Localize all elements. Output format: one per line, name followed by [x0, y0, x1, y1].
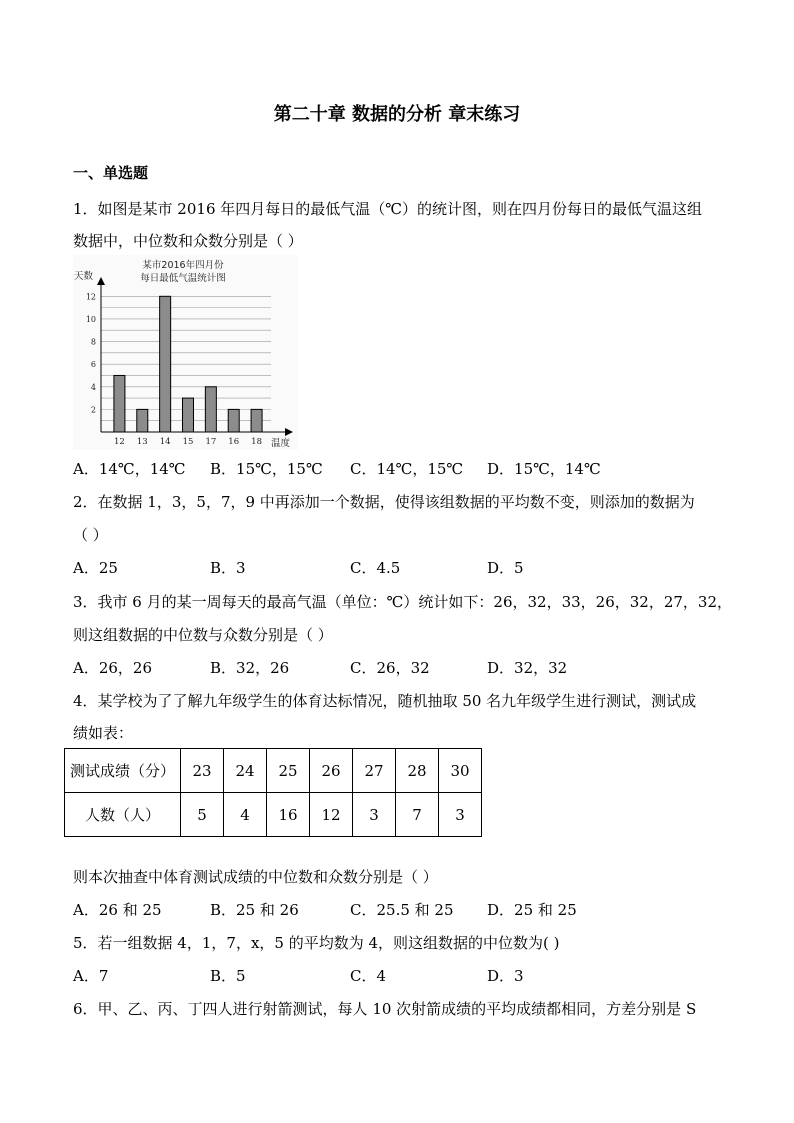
q4-option-c[interactable]: C．25.5 和 25	[350, 901, 454, 919]
q4-text-line1: 4．某学校为了了解九年级学生的体育达标情况，随机抽取 50 名九年级学生进行测试，测试成	[73, 692, 697, 710]
chart-y-tick-label: 4	[90, 382, 96, 392]
table-cell: 25	[267, 749, 310, 793]
q3-option-b[interactable]: B．32，26	[210, 659, 290, 677]
chart-bar	[137, 409, 148, 432]
q5-option-a[interactable]: A．7	[73, 967, 109, 985]
q1-text-line1: 1．如图是某市 2016 年四月每日的最低气温（℃）的统计图，则在四月份每日的最低气温这组	[73, 200, 703, 218]
table-cell: 3	[439, 793, 482, 837]
table-cell: 5	[181, 793, 224, 837]
q2-text-line1: 2．在数据 1，3，5，7，9 中再添加一个数据，使得该组数据的平均数不变，则添加的数据为	[73, 493, 695, 511]
q3-option-a[interactable]: A．26，26	[73, 659, 153, 677]
q2-options	[73, 557, 713, 579]
chart-y-tick-label: 8	[90, 337, 96, 347]
chart-bar	[251, 409, 262, 432]
q3-text-line1: 3．我市 6 月的某一周每天的最高气温（单位：℃）统计如下：26，32，33，26，32，27，32，	[73, 593, 733, 611]
q4-option-b[interactable]: B．25 和 26	[210, 901, 299, 919]
q4-option-a[interactable]: A．26 和 25	[73, 901, 162, 919]
page-title: 第二十章 数据的分析 章末练习	[273, 104, 521, 125]
table-cell: 28	[396, 749, 439, 793]
table-cell: 3	[353, 793, 396, 837]
table-cell: 24	[224, 749, 267, 793]
q5-option-c[interactable]: C．4	[350, 967, 387, 985]
chart-x-tick-label: 13	[136, 437, 148, 447]
q3-options	[73, 657, 713, 679]
q3-option-d[interactable]: D．32，32	[487, 659, 568, 677]
q6-text-line1: 6．甲、乙、丙、丁四人进行射箭测试，每人 10 次射箭成绩的平均成绩都相同，方差分别是 S	[73, 1000, 697, 1018]
q1-text-line2: 数据中，中位数和众数分别是（ ）	[73, 232, 303, 250]
chart-x-tick-label: 14	[159, 437, 171, 447]
chart-subtitle: 每日最低气温统计图	[140, 273, 226, 284]
q2-option-c[interactable]: C．4.5	[350, 559, 401, 577]
chart-x-tick-label: 17	[205, 437, 217, 447]
chart-y-tick-label: 10	[85, 314, 96, 324]
table-cell: 23	[181, 749, 224, 793]
table-cell: 27	[353, 749, 396, 793]
chart-x-tick-label: 12	[114, 437, 125, 447]
table-row	[65, 793, 482, 837]
q1-option-b[interactable]: B．15℃，15℃	[210, 460, 323, 478]
chart-y-tick-label: 6	[90, 360, 96, 370]
chart-y-tick-label: 2	[90, 405, 96, 415]
q3-text-line2: 则这组数据的中位数与众数分别是（ ）	[73, 626, 333, 644]
chart-bar	[114, 375, 125, 432]
q1-options	[73, 458, 713, 480]
temperature-bar-chart	[73, 255, 298, 450]
chart-bar	[228, 409, 239, 432]
chart-y-tick-label: 12	[85, 292, 96, 302]
q1-option-a[interactable]: A．14℃，14℃	[73, 460, 186, 478]
q3-option-c[interactable]: C．26，32	[350, 659, 430, 677]
chart-title: 某市2016年四月份	[142, 260, 224, 271]
chart-bar	[183, 398, 194, 432]
table-cell: 30	[439, 749, 482, 793]
table-cell: 16	[267, 793, 310, 837]
q4-text-line3: 则本次抽查中体育测试成绩的中位数和众数分别是（ ）	[73, 868, 438, 886]
chart-x-tick-label: 18	[251, 437, 262, 447]
q1-option-c[interactable]: C．14℃，15℃	[350, 460, 464, 478]
q2-option-a[interactable]: A．25	[73, 559, 118, 577]
q4-text-line2: 绩如表：	[73, 724, 134, 742]
q5-options	[73, 965, 713, 987]
q5-option-b[interactable]: B．5	[210, 967, 246, 985]
chart-bar	[160, 296, 171, 432]
q5-text-line1: 5．若一组数据 4，1，7，x，5 的平均数为 4，则这组数据的中位数为( )	[73, 934, 560, 952]
table-cell: 4	[224, 793, 267, 837]
q2-option-d[interactable]: D．5	[487, 559, 524, 577]
table-cell: 26	[310, 749, 353, 793]
table-cell: 12	[310, 793, 353, 837]
q2-option-b[interactable]: B．3	[210, 559, 246, 577]
score-table	[64, 748, 482, 837]
chart-x-axis-label: 温度	[271, 438, 291, 449]
section-heading: 一、单选题	[73, 164, 149, 182]
table-header-score: 测试成绩（分）	[65, 749, 181, 793]
chart-y-axis-label: 天数	[74, 271, 94, 282]
q1-option-d[interactable]: D．15℃，14℃	[487, 460, 601, 478]
table-header-count: 人数（人）	[65, 793, 181, 837]
chart-bar	[205, 387, 216, 432]
q2-text-line2: （ ）	[73, 526, 108, 544]
q4-option-d[interactable]: D．25 和 25	[487, 901, 577, 919]
q4-options	[73, 899, 713, 921]
q5-option-d[interactable]: D．3	[487, 967, 524, 985]
table-row	[65, 749, 482, 793]
chart-x-tick-label: 15	[182, 437, 194, 447]
table-cell: 7	[396, 793, 439, 837]
chart-x-tick-label: 16	[228, 437, 240, 447]
